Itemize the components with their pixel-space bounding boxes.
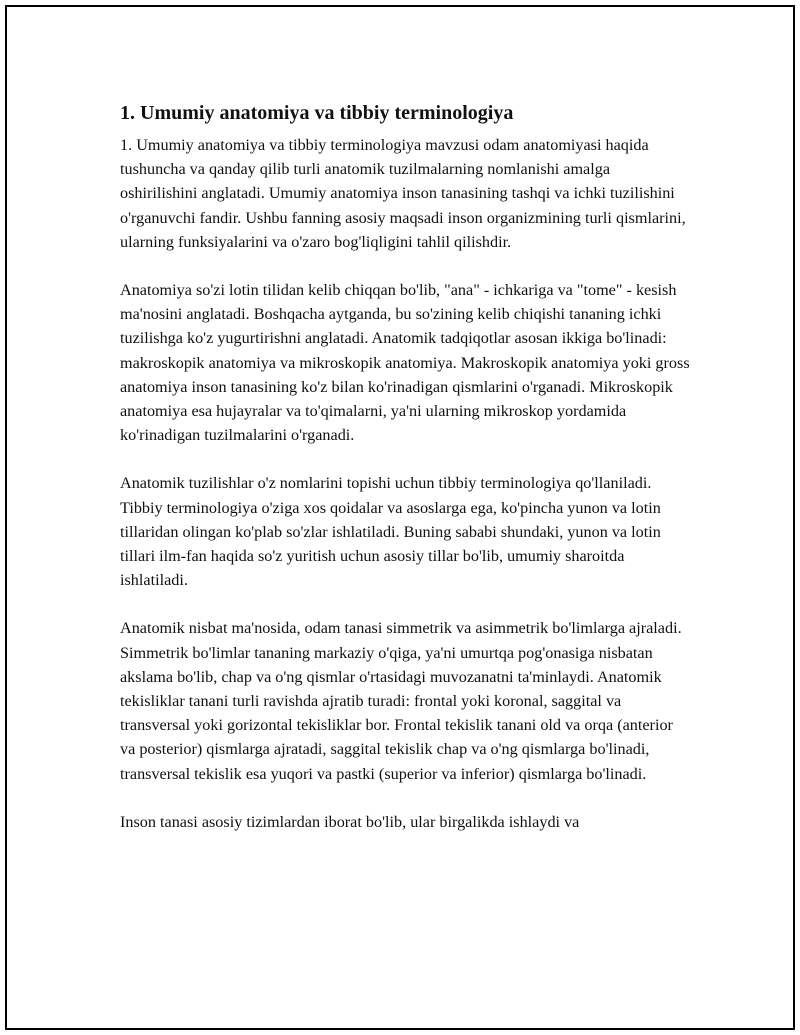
- document-page: [5, 5, 795, 1030]
- paragraph-1: 1. Umumiy anatomiya va tibbiy terminologiya mavzusi odam anatomiyasi haqida tushuncha va qanday qilib turli anatomik tuzilmalarning nomlanishi amalga oshirilishini anglatadi. Umumiy anatomiya inson tanasining tashqi va ichki tuzilishini o'rganuvchi fandir. Ushbu fanning asosiy maqsadi inson organizmining turli qismlarini, ularning funksiyalarini va o'zaro bog'liqligini tahlil qilishdir.: [120, 136, 686, 251]
- paragraph-4: Anatomik nisbat ma'nosida, odam tanasi simmetrik va asimmetrik bo'limlarga ajraladi. Simmetrik bo'limlar tananing markaziy o'qiga, ya'ni umurtqa pog'onasiga nisbatan akslama bo'lib, chap va o'ng qismlar o'rtasidagi muvozanatni ta'minlaydi. Anatomik tekisliklar tanani turli ravishda ajratib turadi: frontal yoki koronal, saggital va transversal yoki gorizontal tekisliklar bor. Frontal tekislik tanani old va orqa (anterior va posterior) qismlarga ajratadi, saggital tekislik chap va o'ng qismlarga bo'linadi, transversal tekislik esa yuqori va pastki (superior va inferior) qismlarga bo'linadi.: [120, 619, 682, 783]
- document-title: 1. Umumiy anatomiya va tibbiy terminologiya: [120, 102, 514, 124]
- paragraph-5: Inson tanasi asosiy tizimlardan iborat bo'lib, ular birgalikda ishlaydi va: [120, 812, 580, 831]
- paragraph-3: Anatomik tuzilishlar o'z nomlarini topishi uchun tibbiy terminologiya qo'llaniladi. Tibbiy terminologiya o'ziga xos qoidalar va asoslarga ega, ko'pincha yunon va lotin tillaridan olingan ko'plab so'zlar ishlatiladi. Buning sababi shundaki, yunon va lotin tillari ilm-fan haqida so'z yuritish uchun asosiy tillar bo'lib, umumiy sharoitda ishlatiladi.: [120, 474, 661, 590]
- paragraph-2: Anatomiya so'zi lotin tilidan kelib chiqqan bo'lib, "ana" - ichkariga va "tome" - kesish ma'nosini anglatadi. Boshqacha aytganda, bu so'zining kelib chiqishi tananing ichki tuzilishga ko'z yugurtirishni anglatadi. Anatomik tadqiqotlar asosan ikkiga bo'linadi: makroskopik anatomiya va mikroskopik anatomiya. Makroskopik anatomiya yoki gross anatomiya inson tanasining ko'z bilan ko'rinadigan qismlarini o'rganadi. Mikroskopik anatomiya esa hujayralar va to'qimalarni, ya'ni ularning mikroskop yordamida ko'rinadigan tuzilmalarini o'rganadi.: [120, 281, 690, 445]
- document-content: [120, 99, 690, 858]
